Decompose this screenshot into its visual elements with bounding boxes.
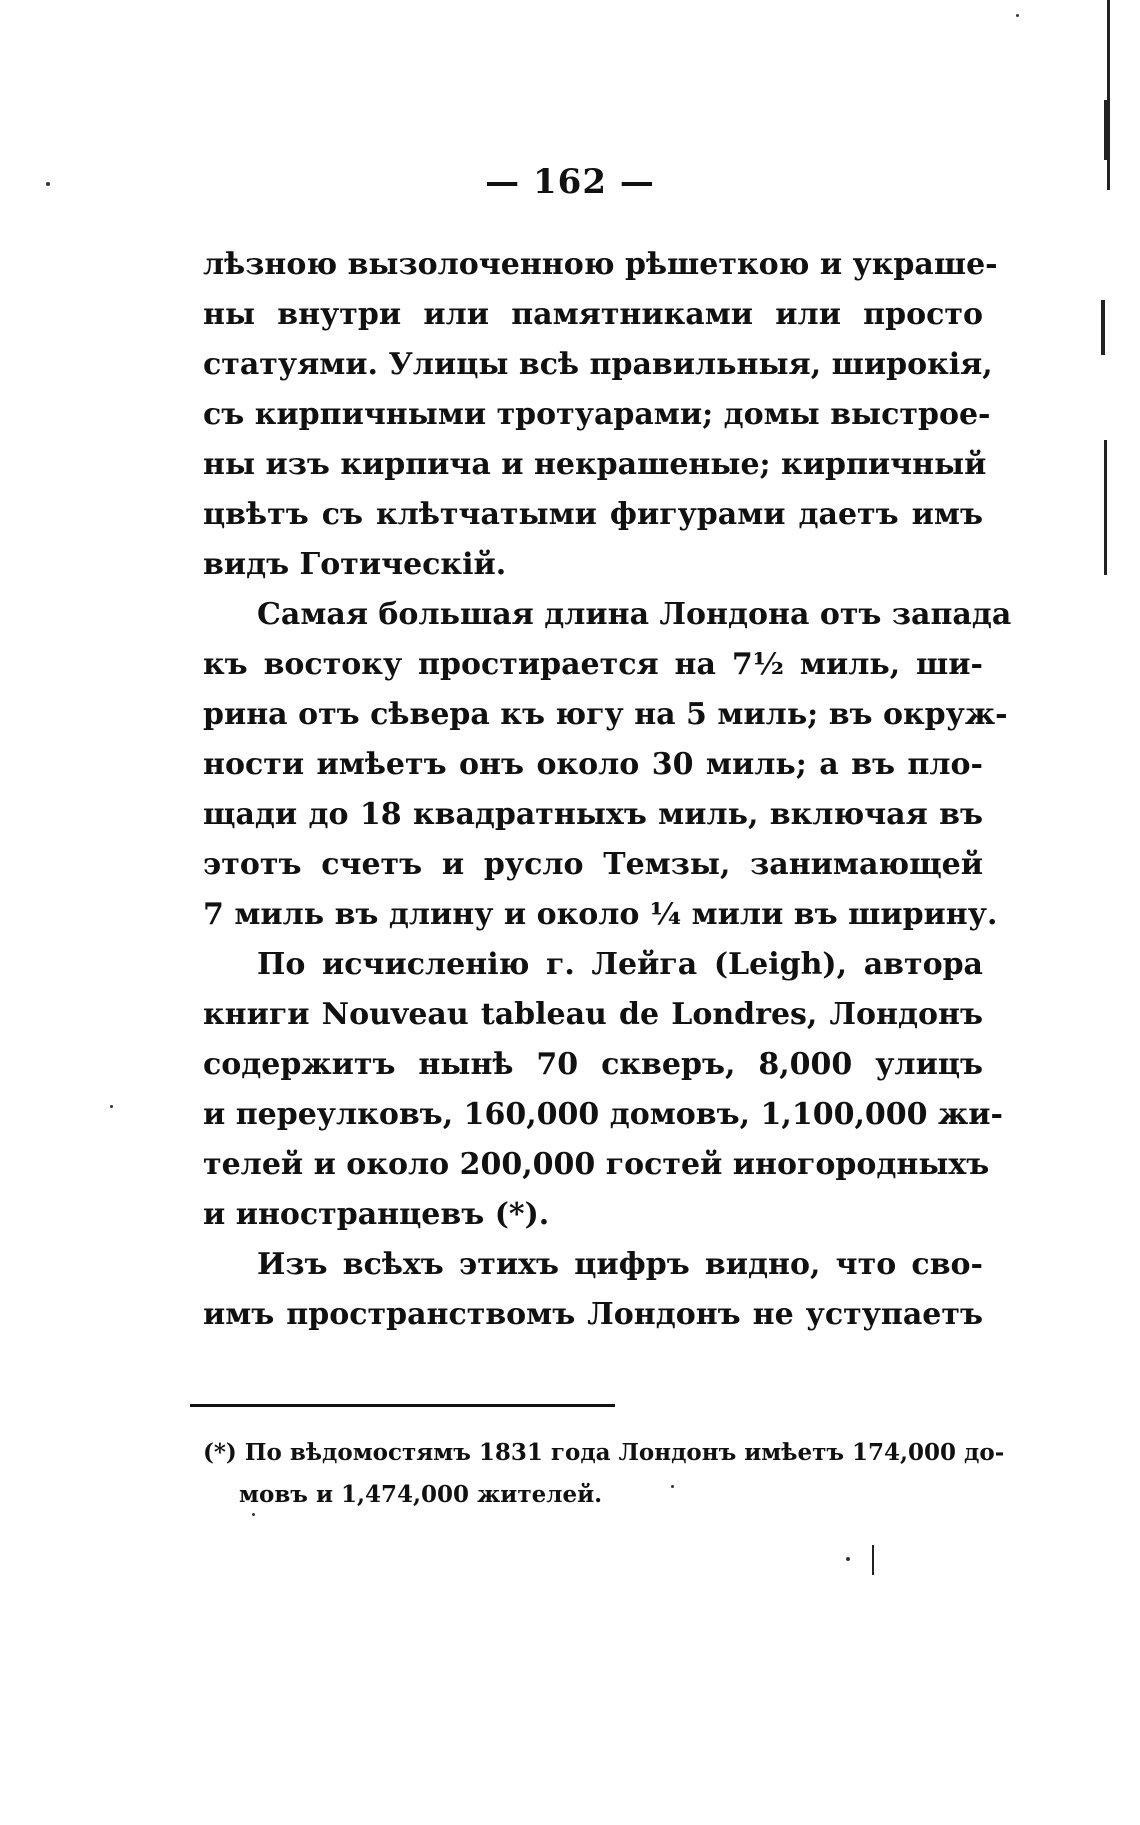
text-line: рина отъ сѣвера къ югу на 5 миль; въ окруж-	[203, 697, 1008, 732]
text-line: этотъ счетъ и русло Темзы, занимающей	[203, 847, 983, 882]
text-line: и иностранцевъ (*).	[203, 1197, 550, 1232]
text-line: ны изъ кирпича и некрашеные; кирпичный	[203, 447, 987, 482]
footnote-line: (*) По вѣдомостямъ 1831 года Лондонъ имѣетъ 174,000 до-	[203, 1439, 1005, 1466]
scan-edge-mark	[1104, 100, 1110, 160]
body-text	[203, 240, 1012, 1340]
text-line: съ кирпичными тротуарами; домы выстрое-	[203, 397, 991, 432]
scan-edge-mark	[872, 1545, 874, 1575]
scan-speck	[46, 182, 50, 186]
text-line: лѣзною вызолоченною рѣшеткою и украше-	[203, 247, 998, 282]
footnote-line: мовъ и 1,474,000 жителей.	[239, 1481, 603, 1508]
text-line: книги Nouveau tableau de Londres, Лондонъ	[203, 997, 983, 1032]
text-line: имъ пространствомъ Лондонъ не уступаетъ	[203, 1297, 983, 1332]
paragraph-first-line: По исчисленію г. Лейга (Leigh), автора	[257, 947, 983, 982]
scan-edge-mark	[1101, 300, 1105, 355]
scan-edge-mark	[1104, 440, 1107, 575]
text-line: къ востоку простирается на 7½ миль, ши-	[203, 647, 983, 682]
text-line: 7 миль въ длину и около ¼ мили въ ширину.	[203, 897, 998, 932]
scan-speck	[110, 1105, 113, 1108]
text-line: телей и около 200,000 гостей иногородныхъ	[203, 1147, 990, 1182]
text-line: ны внутри или памятниками или просто	[203, 297, 983, 332]
footnote	[203, 1432, 1005, 1516]
text-line: и переулковъ, 160,000 домовъ, 1,100,000 жи-	[203, 1097, 1003, 1132]
text-line: видъ Готическій.	[203, 547, 507, 582]
text-line: ности имѣетъ онъ около 30 миль; а въ пло-	[203, 747, 983, 782]
scan-speck	[671, 1485, 674, 1488]
text-line: статуями. Улицы всѣ правильныя, широкія,	[203, 347, 993, 382]
page-number: — 162 —	[485, 162, 655, 202]
text-line: содержитъ нынѣ 70 скверъ, 8,000 улицъ	[203, 1047, 983, 1082]
text-line: щади до 18 квадратныхъ миль, включая въ	[203, 797, 983, 832]
paragraph-first-line: Самая большая длина Лондона отъ запада	[257, 597, 1012, 632]
scan-speck	[1016, 14, 1019, 17]
text-line: цвѣтъ съ клѣтчатыми фигурами даетъ имъ	[203, 497, 983, 532]
scan-speck	[252, 1513, 255, 1516]
paragraph-first-line: Изъ всѣхъ этихъ цифръ видно, что сво-	[257, 1247, 983, 1282]
scan-speck	[846, 1557, 850, 1561]
footnote-divider	[190, 1404, 615, 1407]
scan-edge-mark	[1107, 0, 1110, 190]
